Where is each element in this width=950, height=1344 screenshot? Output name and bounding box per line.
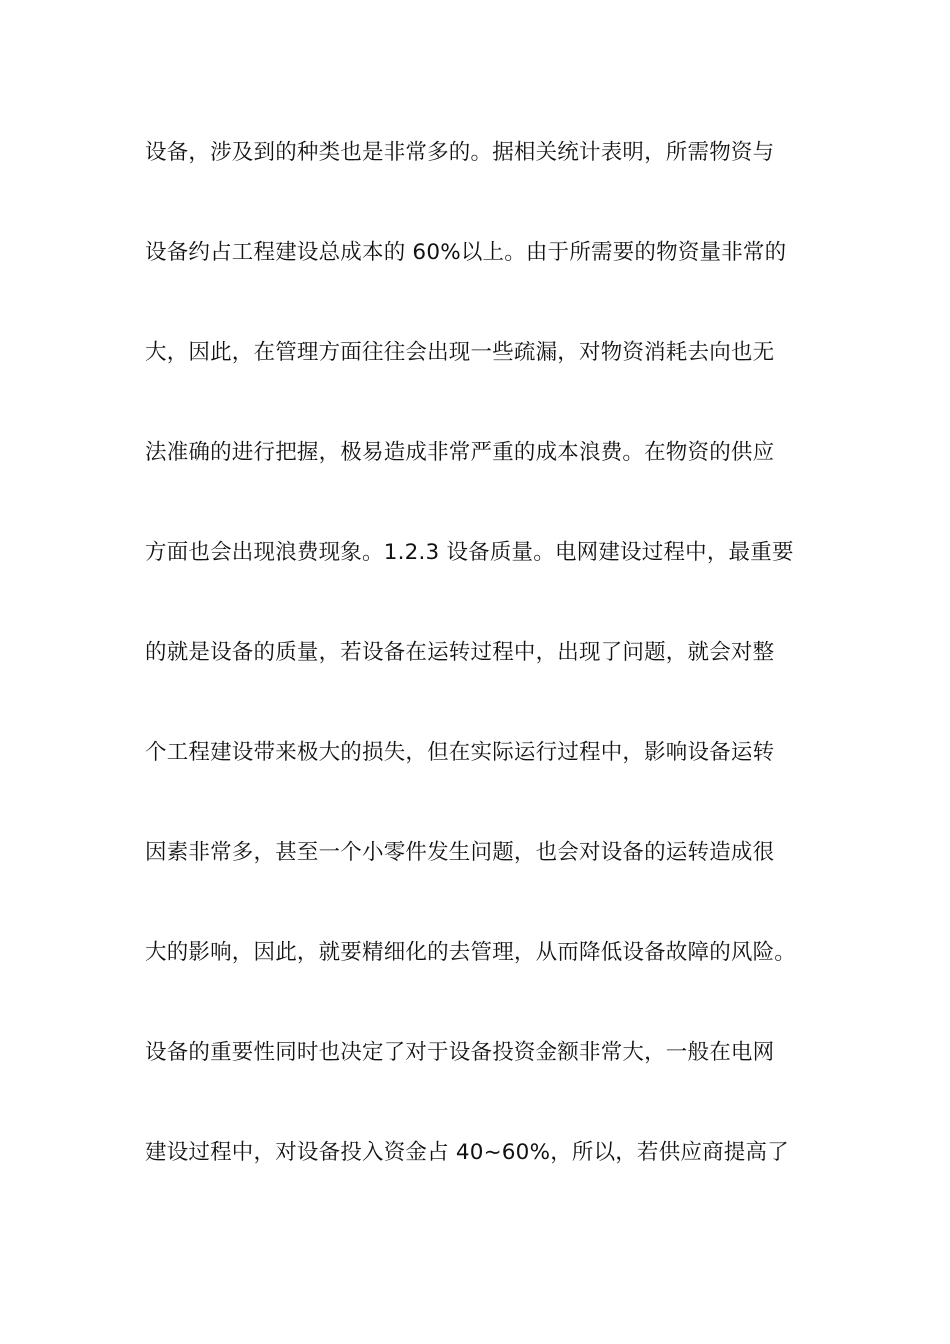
text-line: 的就是设备的质量，若设备在运转过程中，出现了问题，就会对整	[145, 640, 775, 665]
text-line: 大，因此，在管理方面往往会出现一些疏漏，对物资消耗去向也无	[145, 340, 775, 365]
text-line: 设备，涉及到的种类也是非常多的。据相关统计表明，所需物资与	[145, 140, 775, 165]
text-line: 法准确的进行把握，极易造成非常严重的成本浪费。在物资的供应	[145, 440, 775, 465]
body-paragraph	[145, 130, 845, 1230]
text-line: 方面也会出现浪费现象。1.2.3 设备质量。电网建设过程中，最重要	[145, 540, 794, 565]
text-line: 设备的重要性同时也决定了对于设备投资金额非常大，一般在电网	[145, 1040, 775, 1065]
text-line: 设备约占工程建设总成本的 60%以上。由于所需要的物资量非常的	[145, 240, 787, 265]
text-line: 建设过程中，对设备投入资金占 40~60%，所以，若供应商提高了	[145, 1140, 789, 1165]
text-line: 大的影响，因此，就要精细化的去管理，从而降低设备故障的风险。	[145, 940, 797, 965]
text-line: 因素非常多，甚至一个小零件发生问题，也会对设备的运转造成很	[145, 840, 775, 865]
text-line: 个工程建设带来极大的损失，但在实际运行过程中，影响设备运转	[145, 740, 775, 765]
